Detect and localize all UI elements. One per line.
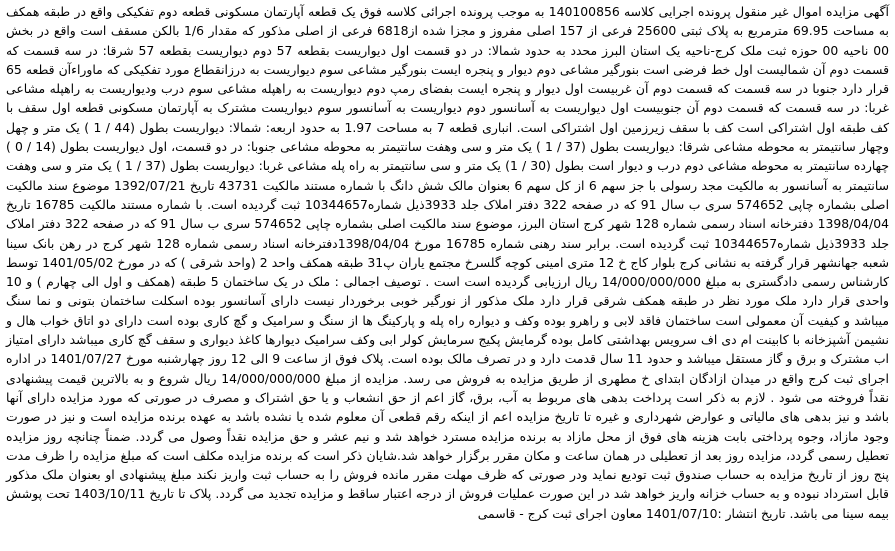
auction-notice-text: آگهی مزایده اموال غیر منقول پرونده اجرایی کلاسه 140100856 به موجب پرونده اجرائی کلاسه فوق یک قطعه آپارتمان مسکونی قطعه دوم تفکیکی واقع در طبقه همکف به مساحت 69.95 مترمربع به پلاک ثبتی 25600 فرعی از 157 اصلی مفروز و مجزا شده از6818 فرعی از اصلی مذکور که مقدار 1/6 بالکن مسقف است واقع در بخش 00 ناحیه 00 حوزه ثبت ملک کرج-ناحیه یک استان البرز محدد به حدود شمالا: در دو قسمت اول دیواریست بقطعه 57 دوم دیواریست بقطعه 57 شرقا: در سه قسمت که قسمت دوم آن شمالیست اول خط فرضی است بنورگیر مشاعی دوم دیوار و پنجره ایست بنورگیر مشاعی سوم دیواریست به درزانقطاع مورد تفکیکی که ماوراءآن قطعه 65 قرار دارد جنوبا در سه قسمت که قسمت دوم آن غربیست اول دیوار و پنجره ایست بفضای رمپ دوم دیواریست به راهپله مشاعی سوم درب ودیواریست به راهپله مشاعی غربا: در سه قسمت که قسمت دوم آن جنوبیست اول دیواریست به آسانسور دوم دیواریست به آسانسور سوم دیواریست مشترک به آپارتمان مسکونی قطعه اول سقف با کف طبقه اول اشتراکی است کف با سقف زیرزمین اول اشتراکی است. انباری قطعه 7 به مساحت 1.97 به حدود اربعه: شمالا: دیواریست بطول (44 / 1 ) یک متر و چهل وچهار سانتیمتر به محوطه مشاعی شرقا: دیواریست بطول (37 / 1 ) یک متر و سی وهفت سانتیمتر به محوطه مشاعی جنوبا: در دو قسمت، اول دیواریست بطول (14 / 0 ) چهارده سانتیمتر به محوطه مشاعی دوم درب و دیوار است بطول (30 / 1) یک متر و سی سانتیمتر به راه پله مشاعی غربا: دیواریست بطول (37 / 1 ) یک متر و سی وهفت سانتیمتر به آسانسور به مالکیت مجد رسولی با جز سهم 6 از کل سهم 6 بعنوان مالک شش دانگ با شماره مستند مالکیت 43731 تاریخ 1392/07/21 موضوع سند مالکیت اصلی بشماره چاپی 574652 سری ب سال 91 که در صفحه 322 دفتر املاک جلد 3933ذیل شماره10344657 ثبت گردیده است. با شماره مستند مالکیت 16785 تاریخ 1398/04/04 دفترخانه اسناد رسمی شماره 128 شهر کرج استان البرز، موضوع سند مالکیت اصلی بشماره چاپی 574652 سری ب سال 91 که در صفحه 322 دفتر املاک جلد 3933ذیل شماره10344657 ثبت گردیده است. برابر سند رهنی شماره 16785 مورخ 1398/04/04دفترخانه اسناد رسمی شماره 128 شهر کرج در رهن بانک سینا شعبه جهانشهر قرار گرفته به نشانی کرج بلوار کاج خ 12 متری امینی کوچه گلسرخ مجتمع یاران پ31 طبقه همکف واحد 2 (واحد شرقی ) که در مورخ 1401/05/02 توسط کارشناس رسمی دادگستری به مبلغ 14/000/000/000 ریال ارزیابی گردیده است است . توصیف اجمالی : ملک در یک ساختمان 5 طبقه (همکف و اول الی چهارم ) و 10 واحدی قرار دارد ملک مورد نظر در طبقه همکف شرقی قرار دارد ملک مذکور از نورگیر خوبی برخوردار نیست دارای آسانسور بوده اسکلت ساختمان بتونی و نما سنگ میباشد و کیفیت آن معمولی است ساختمان فاقد لابی و راهرو بوده وکف و دیواره راه پله و پارکینگ ها از سنگ و سرامیک و گچ کاری بوده است دارای دو اتاق خواب هال و نشیمن آشپزخانه با کابینت ام دی اف سرویس بهداشتی کامل بوده گرمایش پکیج سرمایش کولر ابی وکف سرامیک دیوارها کاغذ دیواری و سقف گچ کاری میباشد دارای امتیاز اب مشترک و برق و گاز مستقل میباشد و حدود 11 سال قدمت دارد و در تصرف مالک بوده است. پلاک فوق از ساعت 9 الی 12 روز چهارشنبه مورخ 1401/07/27 در اداره اجرای ثبت کرج واقع در میدان ازادگان ابتدای خ مطهری از طریق مزایده به فروش می رسد. مزایده از مبلغ 14/000/000/000 ریال شروع و به بالاترین قیمت پیشنهادی نقداً فروخته می شود . لازم به ذکر است پرداخت بدهی های مربوط به آب، برق، گاز اعم از حق انشعاب و یا حق اشتراک و مصرف در صورتی که مورد مزایده دارای آنها باشد و نیز بدهی های مالیاتی و عوارض شهرداری و غیره تا تاریخ مزایده اعم از اینکه رقم قطعی آن معلوم شده یا نشده باشد به عهده برنده مزایده است و نیز در صورت وجود مازاد، وجوه پرداختی بابت هزینه های فوق از محل مازاد به برنده مزایده مسترد خواهد شد و نیم عشر و حق مزایده نقداً وصول می گردد. ضمناً چنانچه روز مزایده تعطیل رسمی گردد، مزایده روز بعد از تعطیلی در همان ساعت و مکان مقرر برگزار خواهد شد.شایان ذکر است که برنده مزایده مکلف است که مبلغ مزایده را ظرف مدت پنج روز از تاریخ مزایده به حساب صندوق ثبت تودیع نماید ودر صورتی که ظرف مهلت مقرر مانده فروش را به حساب ثبت واریز نکند مبلغ پیشنهادی او بعنوان ملک مذکور قابل استرداد نبوده و به حساب خزانه واریز خواهد شد در این صورت عملیات فروش از درجه اعتبار ساقط و مزایده تجدید می گردد. پلاک تا تاریخ 1403/10/11 تحت پوشش بیمه سینا می باشد. تاریخ انتشار :1401/07/10 معاون اجرای ثبت کرج - قاسمی [6,4,890,521]
